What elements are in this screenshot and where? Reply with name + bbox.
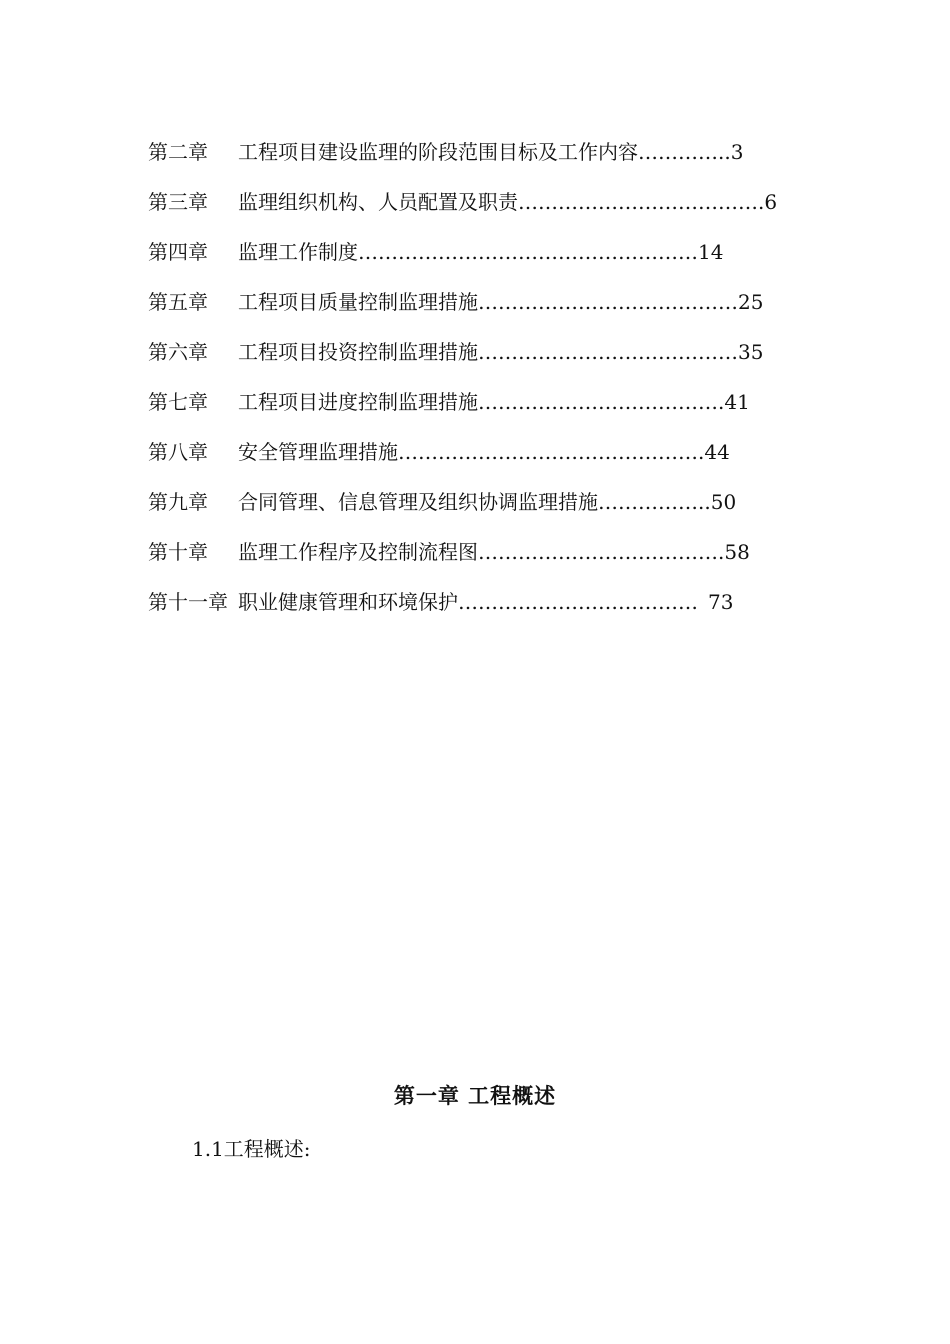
toc-page-number: 41 — [724, 390, 750, 414]
toc-chapter-number: 第十章 — [148, 540, 208, 564]
toc-chapter-number: 第六章 — [148, 340, 208, 364]
toc-dot-leader: …………….. — [598, 490, 711, 514]
toc-dot-leader: ………………………………. — [478, 540, 725, 564]
toc-dot-leader: ………………………………… — [478, 290, 738, 314]
toc-chapter-number: 第四章 — [148, 240, 208, 264]
toc-chapter-title: 工程项目投资控制监理措施 — [238, 340, 478, 364]
toc-page-number: 50 — [710, 490, 737, 514]
toc-page-number: 73 — [708, 590, 734, 614]
toc-page-number: 25 — [738, 290, 764, 314]
toc-page-number: 14 — [698, 240, 724, 264]
toc-page-number: 35 — [738, 340, 764, 364]
toc-chapter-number: 第三章 — [148, 190, 208, 214]
toc-page-number: 44 — [704, 440, 730, 464]
toc-chapter-number: 第九章 — [148, 490, 208, 514]
toc-dot-leader: …………………………………………… — [358, 240, 698, 264]
toc-chapter-number: 第八章 — [148, 440, 208, 464]
toc-chapter-title: 职业健康管理和环境保护 — [238, 590, 458, 614]
toc-chapter-number: 第七章 — [148, 390, 208, 414]
toc-chapter-title: 监理组织机构、人员配置及职责 — [238, 190, 518, 214]
toc-chapter-title: 合同管理、信息管理及组织协调监理措施 — [238, 490, 598, 514]
toc-chapter-number: 第十一章 — [148, 590, 228, 614]
table-of-contents — [148, 132, 798, 632]
toc-page-number: 3 — [730, 140, 744, 164]
toc-entry[interactable] — [148, 132, 798, 182]
toc-chapter-title: 工程项目进度控制监理措施 — [238, 390, 478, 414]
toc-chapter-title: 工程项目质量控制监理措施 — [238, 290, 478, 314]
toc-page-number: 58 — [724, 540, 750, 564]
toc-entry[interactable] — [148, 332, 798, 382]
toc-entry[interactable] — [148, 532, 798, 582]
toc-entry[interactable] — [148, 232, 798, 282]
toc-dot-leader: ………………………………. — [478, 390, 725, 414]
toc-dot-leader: ………….. — [638, 140, 731, 164]
toc-entry[interactable] — [148, 482, 798, 532]
toc-chapter-title: 监理工作程序及控制流程图 — [238, 540, 478, 564]
chapter-heading: 第一章 工程概述 — [393, 1083, 557, 1108]
toc-chapter-number: 第五章 — [148, 290, 208, 314]
section-heading: 1.1工程概述: — [192, 1137, 311, 1161]
toc-chapter-title: 监理工作制度 — [238, 240, 358, 264]
toc-entry[interactable] — [148, 382, 798, 432]
toc-entry[interactable] — [148, 282, 798, 332]
toc-chapter-title: 工程项目建设监理的阶段范围目标及工作内容 — [238, 140, 638, 164]
toc-entry[interactable] — [148, 582, 798, 632]
toc-dot-leader: ……………………………… — [458, 590, 698, 614]
toc-entry[interactable] — [148, 432, 798, 482]
toc-chapter-number: 第二章 — [148, 140, 208, 164]
toc-entry[interactable] — [148, 182, 798, 232]
toc-dot-leader: ………………………………………. — [398, 440, 705, 464]
toc-dot-leader: ………………………………. — [518, 190, 765, 214]
toc-page-number: 6 — [764, 190, 778, 214]
toc-dot-leader: ………………………………… — [478, 340, 738, 364]
toc-chapter-title: 安全管理监理措施 — [238, 440, 398, 464]
